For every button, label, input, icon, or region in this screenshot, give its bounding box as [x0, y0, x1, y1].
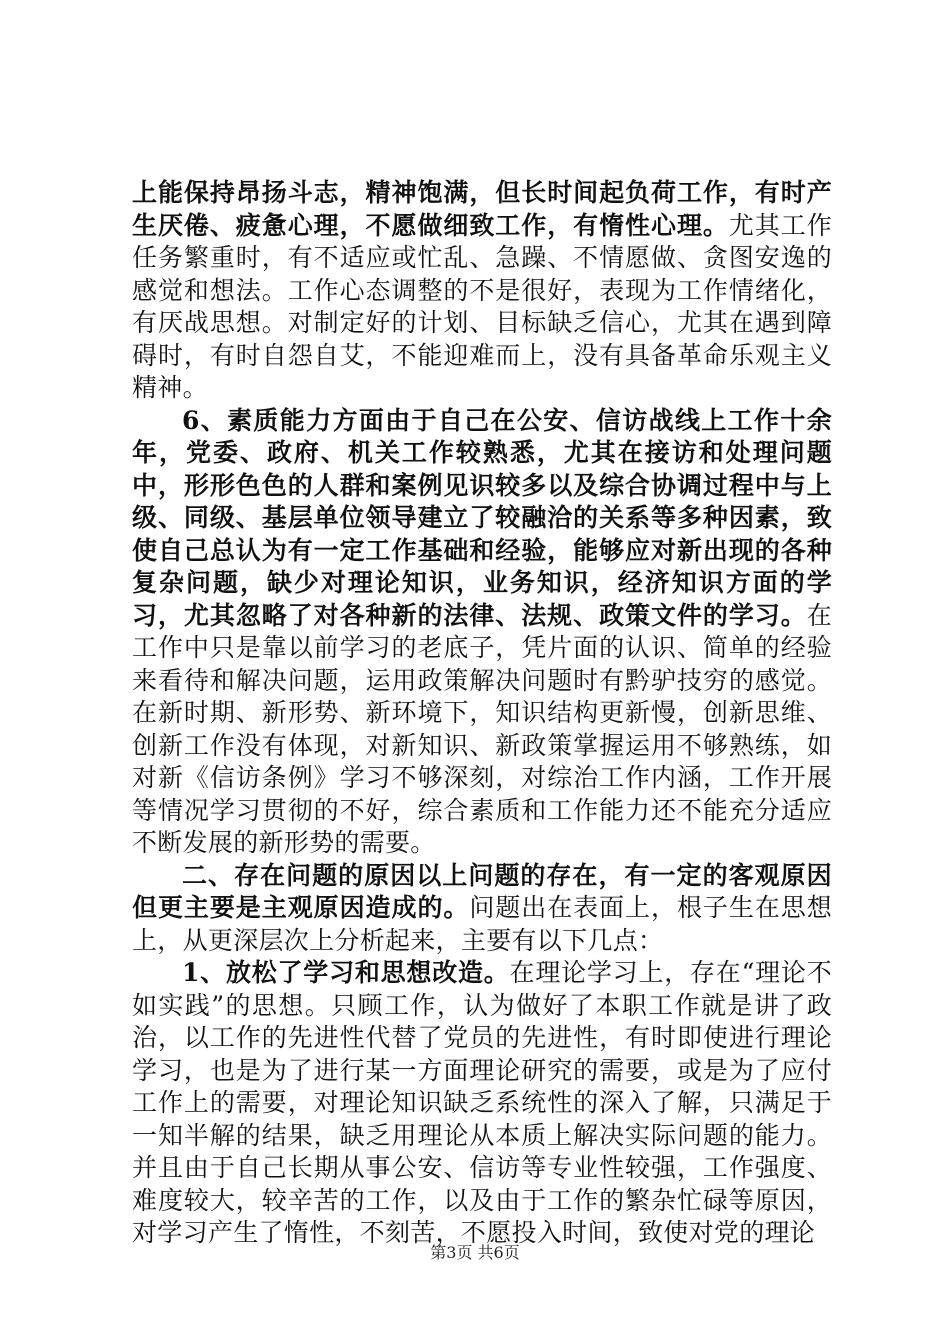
paragraph-point-one: [132, 957, 832, 1250]
paragraph-lead: 6、素质能力方面由于自己在公安、信访战线上工作十余年，党委、政府、机关工作较熟悉，尤其在接访和处理问题中，形形色色的人群和案例见识较多以及综合协调过程中与上级、同级、基层单位领导建立了较融洽的关系等多种因素，致使自己总认为有一定工作基础和经验，能够应对新出现的各种复杂问题，缺少对理论知识，业务知识，经济知识方面的学习，尤其忽略了对各种新的法律、法规、政策文件的学习。: [132, 405, 832, 630]
paragraph-lead: 上能保持昂扬斗志，精神饱满，但长时间起负荷工作，有时产生厌倦、疲惫心理，不愿做细致工作，有惰性心理。: [132, 178, 832, 240]
paragraph-lead: 1、放松了学习和思想改造。: [182, 958, 510, 987]
page-footer: [0, 1243, 950, 1263]
paragraph-text: 在理论学习上，存在“理论不如实践”的思想。只顾工作，认为做好了本职工作就是讲了政治，以工作的先进性代替了党员的先进性，有时即使进行理论学习，也是为了进行某一方面理论研究的需要，或是为了应付工作上的需要，对理论知识缺乏系统性的深入了解，只满足于一知半解的结果，缺乏用理论从本质上解决实际问题的能力。并且由于自己长期从事公安、信访等专业性较强，工作强度、难度较大，较辛苦的工作，以及由于工作的繁杂忙碌等原因，对学习产生了惰性，不刻苦，不愿投入时间，致使对党的理论: [132, 958, 832, 1247]
paragraph-text: 尤其工作任务繁重时，有不适应或忙乱、急躁、不情愿做、贪图安逸的感觉和想法。工作心态调整的不是很好，表现为工作情绪化，有厌战思想。对制定好的计划、目标缺乏信心，尤其在遇到障碍时，有时自怨自艾，不能迎难而上，没有具备革命乐观主义精神。: [132, 210, 832, 402]
paragraph-lead: 二、存在问题的原因以上问题的存在，有一定的客观原因但更主要是主观原因造成的。: [132, 860, 832, 922]
paragraph-quality-ability: [132, 405, 832, 860]
paragraph-continued: [132, 177, 832, 405]
document-body: [132, 177, 832, 1250]
paragraph-text: 问题出在表面上，根子生在思想上，从更深层次上分析起来，主要有以下几点：: [132, 893, 833, 955]
paragraph-section-two: [132, 860, 832, 958]
page-number-label: 第3页 共6页: [430, 1243, 520, 1262]
paragraph-text: 在工作中只是靠以前学习的老底子，凭片面的认识、简单的经验来看待和解决问题，运用政策解决问题时有黔驴技穷的感觉。在新时期、新形势、新环境下，知识结构更新慢，创新思维、创新工作没有体现，对新知识、新政策掌握运用不够熟练，如对新《信访条例》学习不够深刻，对综治工作内涵，工作开展等情况学习贯彻的不好，综合素质和工作能力还不能充分适应不断发展的新形势的需要。: [132, 600, 832, 857]
